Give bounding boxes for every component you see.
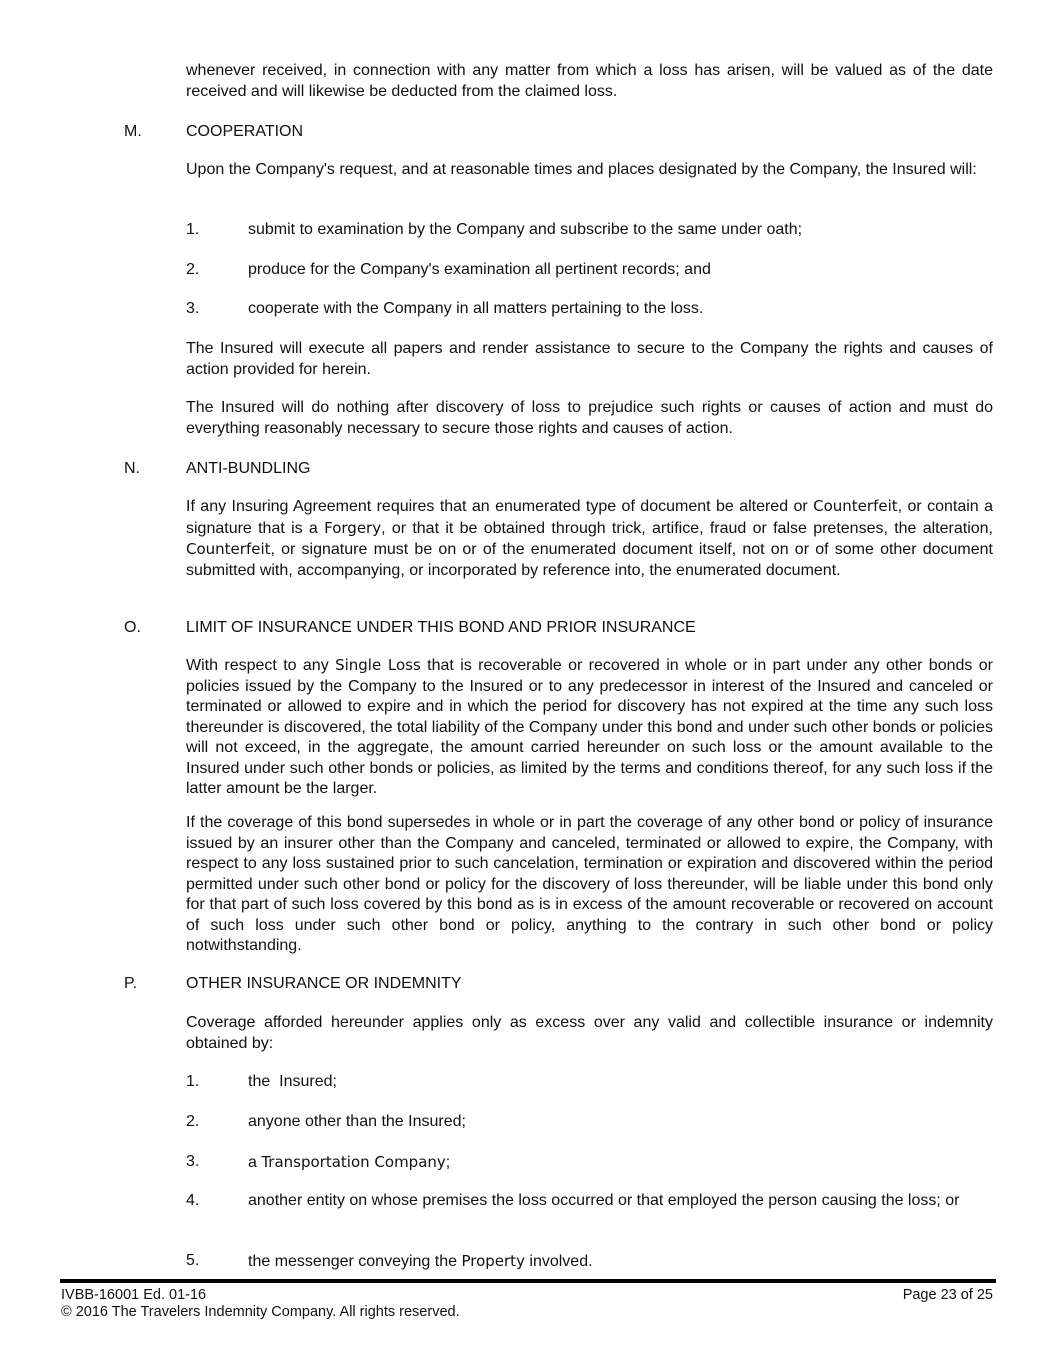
section-title: LIMIT OF INSURANCE UNDER THIS BOND AND PRIOR INSURANCE	[186, 619, 696, 636]
text-run: a	[248, 1154, 262, 1171]
text-run: involved.	[524, 1253, 593, 1270]
list-item-number: 5.	[186, 1252, 200, 1269]
defined-term: Single Loss	[335, 656, 421, 674]
text-run: , or signature must be on or of the enumerated document itself, not on or of some other document submitted with, accompanying, or incorporated by reference into, the enumerated document.	[186, 541, 993, 579]
copyright-notice: © 2016 The Travelers Indemnity Company. All rights reserved.	[61, 1304, 460, 1320]
list-item-text: the Insured;	[248, 1073, 337, 1090]
defined-term: Property	[461, 1252, 525, 1270]
defined-term: Counterfeit	[813, 497, 898, 515]
list-item-text: anyone other than the Insured;	[248, 1113, 466, 1130]
section-title: COOPERATION	[186, 123, 304, 140]
section-letter: N.	[124, 460, 140, 477]
text-run: that is recoverable or recovered in whole or in part under any other bonds or policies issued by the Company to the Insured or to any predecessor in interest of the Insured and canceled or terminated or allowed to expire and in which the period for discovery has not expired at the time any such loss thereunder is discovered, the total liability of the Company under this bond and under such other bonds or policies will not exceed, in the aggregate, the amount carried hereunder on such loss or the amount available to the Insured under such other bonds or policies, as limited by the terms and conditions thereof, for any such loss if the latter amount be the larger.	[186, 657, 993, 797]
list-item-number: 3.	[186, 1153, 200, 1170]
defined-term: Counterfeit	[186, 540, 271, 558]
list-item-text: cooperate with the Company in all matters pertaining to the loss.	[248, 300, 704, 317]
list-item-text: submit to examination by the Company and subscribe to the same under oath;	[248, 221, 803, 238]
section-letter: O.	[124, 619, 141, 636]
paragraph	[186, 655, 993, 800]
text-run: , or that it be obtained through trick, artifice, fraud or false pretenses, the alteration,	[381, 519, 993, 537]
paragraph	[186, 496, 993, 581]
list-item-number: 3.	[186, 300, 200, 317]
defined-term: Transportation Company	[261, 1153, 446, 1171]
section-letter: P.	[124, 975, 138, 992]
list-item-text	[248, 1152, 993, 1174]
section-letter: M.	[124, 123, 142, 140]
text-run: , or contain a signature that is a	[186, 498, 994, 537]
list-item-number: 4.	[186, 1192, 200, 1209]
page-number: Page 23 of 25	[902, 1287, 993, 1303]
section-title: ANTI-BUNDLING	[186, 460, 311, 477]
list-item-text: produce for the Company's examination all pertinent records; and	[248, 261, 711, 278]
list-item-number: 1.	[186, 1073, 200, 1090]
list-item-number: 2.	[186, 1113, 200, 1130]
paragraph: The Insured will do nothing after discovery of loss to prejudice such rights or causes of action and must do everything reasonably necessary to secure those rights and causes of action.	[186, 399, 993, 437]
text-run: If any Insuring Agreement requires that an enumerated type of document be altered or	[186, 498, 814, 515]
paragraph: If the coverage of this bond supersedes in whole or in part the coverage of any other bond or policy of insurance issued by an insurer other than the Company and canceled, terminated or allowed to expire, the Company, with respect to any loss sustained prior to such cancelation, termination or expiration and discovered within the period permitted under such other bond or policy for the discovery of loss thereunder, will be liable under this bond only for that part of such loss covered by this bond as is in excess of the amount recoverable or recovered on account of such loss under such other bond or policy, anything to the contrary in such other bond or policy notwithstanding.	[186, 814, 993, 954]
section-title: OTHER INSURANCE OR INDEMNITY	[186, 975, 462, 992]
list-item-number: 1.	[186, 221, 200, 238]
footer-divider	[60, 1279, 996, 1283]
continued-paragraph: whenever received, in connection with any matter from which a loss has arisen, will be valued as of the date received and will likewise be deducted from the claimed loss.	[186, 62, 993, 100]
text-run: With respect to any	[186, 657, 336, 674]
defined-term: Forgery	[324, 518, 382, 537]
section-intro: Coverage afforded hereunder applies only as excess over any valid and collectible insurance or indemnity obtained by:	[186, 1014, 993, 1052]
list-item-text: another entity on whose premises the loss occurred or that employed the person causing the loss; or	[248, 1192, 960, 1209]
list-item-number: 2.	[186, 261, 200, 278]
form-number: IVBB-16001 Ed. 01-16	[61, 1287, 207, 1303]
paragraph: The Insured will execute all papers and render assistance to secure to the Company the rights and causes of action provided for herein.	[186, 340, 993, 378]
list-item-text	[248, 1251, 993, 1273]
section-intro: Upon the Company's request, and at reasonable times and places designated by the Company, the Insured will:	[186, 161, 977, 178]
text-run: the messenger conveying the	[248, 1253, 462, 1270]
text-run: ;	[445, 1154, 451, 1171]
